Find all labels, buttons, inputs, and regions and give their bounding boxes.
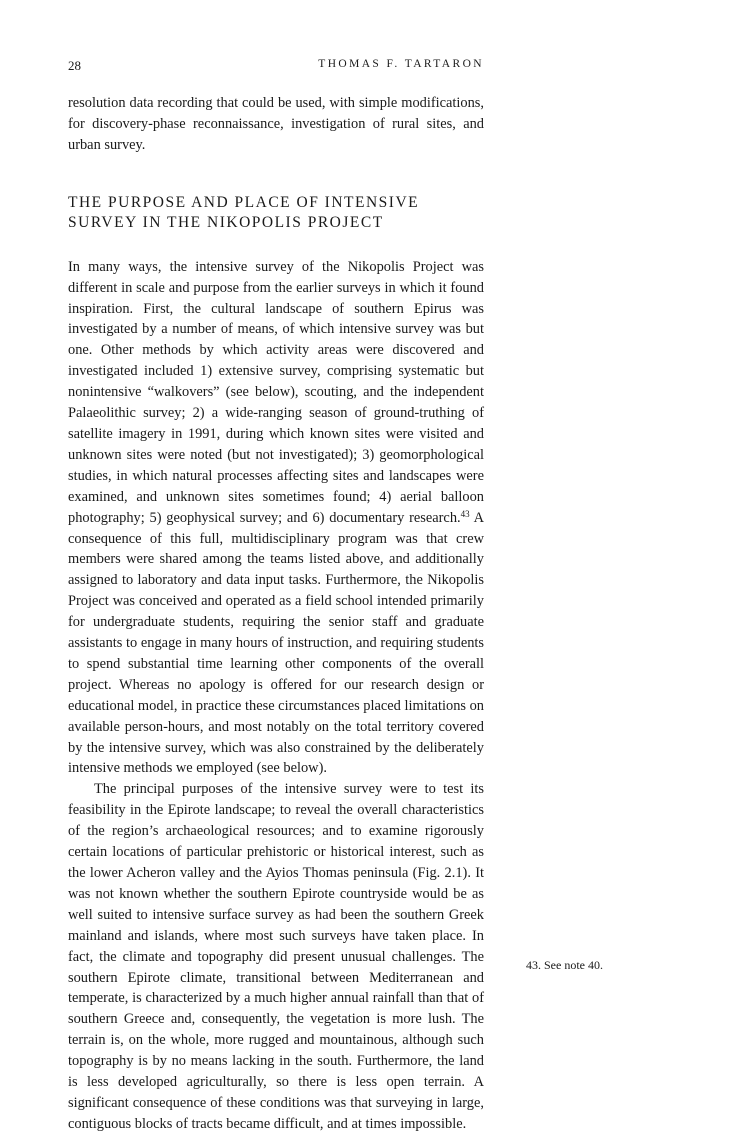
- section-heading: THE PURPOSE AND PLACE OF INTENSIVE SURVEY IN THE NIKOPOLIS PROJECT: [68, 193, 420, 231]
- page-number: 28: [68, 58, 81, 73]
- paragraph-1: [68, 257, 484, 780]
- paragraph-1-text-b: A consequence of this full, multidisciplinary program was that crew members were shared among the teams listed above, and additionally assigned to laboratory and data input tasks. Furthermore, the Nikopolis Project was conceived and operated as a field school intended primarily for undergraduate students, requiring the senior staff and graduate assistants to engage in many hours of instruction, and requiring students to spend substantial time learning other components of the overall project. Whereas no apology is offered for our research design or educational model, in practice these circumstances placed limitations on available person-hours, and most notably on the total territory covered by the intensive survey, which was also constrained by the deliberately intensive methods we employed (see below).: [68, 509, 484, 777]
- opening-paragraph: resolution data recording that could be used, with simple modifications, for discovery-phase reconnaissance, investigation of rural sites, and urban survey.: [68, 95, 484, 153]
- sidenote-43: 43. See note 40.: [526, 958, 603, 972]
- paragraph-2: The principal purposes of the intensive survey were to test its feasibility in the Epirote landscape; to reveal the overall characteristics of the region’s archaeological resources; and to examine rigorously certain locations of particular prehistoric or historical interest, such as the lower Acheron valley and the Ayios Thomas peninsula (Fig. 2.1). It was not known whether the southern Epirote countryside would be as well suited to intensive surface survey as had been the southern Greek mainland and islands, where most such surveys have taken place. In fact, the climate and topography did present unusual challenges. The southern Epirote climate, transitional between Mediterranean and temperate, is characterized by a much higher annual rainfall than that of southern Greece and, consequently, the vegetation is more lush. The terrain is, on the whole, more rugged and mountainous, although such topography is by no means lacking in the south. Furthermore, the land is less developed agriculturally, so there is less open terrain. A significant consequence of these conditions was that surveying in large, contiguous blocks of tracts became difficult, and at times impossible.: [68, 781, 484, 1132]
- running-head: THOMAS F. TARTARON: [318, 58, 484, 70]
- footnote-ref-43[interactable]: 43: [460, 508, 470, 519]
- main-text-column: [68, 93, 484, 1135]
- paragraph-1-text-a: In many ways, the intensive survey of the Nikopolis Project was different in scale and purpose from the earlier surveys in which it found inspiration. First, the cultural landscape of southern Epirus was investigated by a number of means, of which intensive survey was but one. Other methods by which activity areas were discovered and investigated included 1) extensive survey, comprising systematic but nonintensive “walkovers” (see below), scouting, and the independent Palaeolithic survey; 2) a wide-ranging season of ground-truthing of satellite imagery in 1991, during which known sites were visited and unknown sites were noted (but not investigated); 3) geomorphological studies, in which natural processes affecting sites and landscapes were examined, and unknown sites sometimes found; 4) aerial balloon photography; 5) geophysical survey; and 6) documentary research.: [68, 258, 484, 526]
